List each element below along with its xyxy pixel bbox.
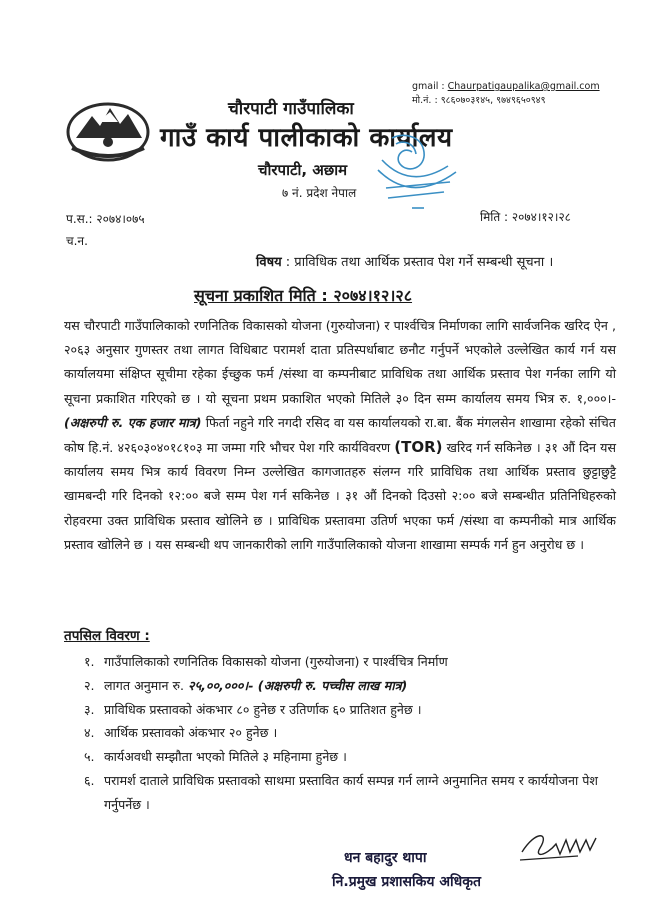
subject-label: विषय [256,255,282,270]
tor-label: (TOR) [394,438,443,457]
reference-block [66,208,145,252]
signature-scribble-icon [516,826,612,866]
letter-number: प.स.: २०७४।०७५ [66,212,145,226]
dispatch-number: च.न. [66,234,88,248]
body-part-2: फिर्ता नहुने गरि नगदी रसिद वा यस कार्यालयको रा.बा. बैंक मंगलसेन शाखामा रहेको संचित कोष हि.नं. ४२६०३०४०१८१०३ मा जम्मा गरि भौचर पेश गरि कार्यविवरण [64,414,616,456]
list-item-number: ३. [84,701,95,717]
phone-numbers: ९८६०७०३१४५, ९७४९६५०९४९ [440,95,546,106]
municipality-name: चौरपाटी गाउँपालिका [228,99,354,119]
list-item-text: परामर्श दाताले प्राविधिक प्रस्तावको साथमा प्रस्तावित कार्य सम्पन्न गर्न लाग्ने अनुमानित समय र कार्ययोजना पेश गर्नुपर्नेछ । [104,772,598,812]
list-item-text: गाउँपालिकाको रणनितिक विकासको योजना (गुरुयोजना) र पार्श्वचित्र निर्माण [104,654,448,669]
email-label: gmail : [412,81,448,92]
office-title: गाउँ कार्य पालीकाको कार्यालय [160,123,453,153]
list-item [84,650,614,674]
list-item [84,745,614,769]
details-list [84,650,614,817]
subject-line [256,252,553,270]
amount-in-words: (अक्षरुपी रु. एक हजार मात्र) [64,414,202,430]
list-item-text: आर्थिक प्रस्तावको अंकभार २० हुनेछ । [104,725,278,741]
signatory-title: नि.प्रमुख प्रशासकिय अधिकृत [332,874,481,890]
list-item-number: २. [84,677,95,693]
email-link[interactable]: Chaurpatigaupalika@gmail.com [447,81,600,92]
list-item [84,769,614,817]
body-part-3: खरिद गर्न सकिनेछ । ३१ औं दिन यस कार्यालय समय भित्र कार्य विवरण निम्न उल्लेखित कागजातहरु संलग्न गरि प्राविधिक तथा आर्थिक प्रस्ताव छुट्टाछुट्टै खामबन्दी गरि दिनको १२:०० बजे सम्म पेश गर्न सकिनेछ । ३१ औं दिनको दिउसो २:०० बजे सम्बन्धीत प्रतिनिधिहरुको रोहवरमा उक्त प्राविधिक प्रस्ताव खोलिने छ । प्राविधिक प्रस्तावमा उतिर्ण भएका फर्म /संस्था वा कम्पनीको मात्र आर्थिक प्रस्ताव खोलिने छ । यस सम्बन्धी थप जानकारीको लागि गाउँपालिकाको योजना शाखामा सम्पर्क गर्न हुन अनुरोध छ । [64,440,617,552]
details-heading: तपसिल विवरण : [64,628,150,644]
notice-body [64,314,616,557]
body-part-1: यस चौरपाटी गाउँपालिकाको रणनितिक विकासको योजना (गुरुयोजना) र पार्श्वचित्र निर्माणका लागि सार्वजनिक खरिद ऐन , २०६३ अनुसार गुणस्तर तथा लागत विधिबाट परामर्श दाता प्रतिस्पर्धाबाट छनौट गर्नुपर्ने भएकोले उल्लेखित कार्य गर्न यस कार्यालयमा संक्षिप्त सूचीमा रहेका ईच्छुक फर्म /संस्था वा कम्पनीबाट प्राविधिक तथा आर्थिक प्रस्ताव पेश गर्नका लागि यो सूचना प्रकाशित गरिएको छ । यो सूचना प्रथम प्रकाशित भएको मितिले ३० दिन सम्म कार्यालय समय भित्र रु. १,०००।- [64,318,616,406]
signatory-name: धन बहादुर थापा [344,850,427,866]
cost-estimate-amount: २५,००,०००।- (अक्षरुपी रु. पच्चीस लाख मात्र) [188,677,408,693]
list-item [84,721,614,745]
list-item [84,674,614,698]
list-item-number: ६. [84,772,95,788]
office-province: ७ नं. प्रदेश नेपाल [282,186,357,200]
phone-label: मो.नं. : [412,95,441,106]
list-item-number: ५. [84,749,95,765]
list-item-number: १. [84,654,95,669]
list-item-text: प्राविधिक प्रस्तावको अंकभार ८० हुनेछ र उतिर्णाक ६० प्रातिशत हुनेछ । [104,701,422,717]
letter-date: मिति : २०७४।१२।२८ [480,210,571,224]
contact-block [412,80,600,108]
list-item-number: ४. [84,725,95,741]
office-stamp-icon [352,130,468,226]
published-date: सूचना प्रकाशित मिति : २०७४।१२।२८ [194,286,413,305]
subject-text: : प्राविधिक तथा आर्थिक प्रस्ताव पेश गर्ने सम्बन्धी सूचना । [281,255,554,270]
list-item-text: कार्यअवधी सम्झौता भएको मितिले ३ महिनामा हुनेछ । [104,749,347,765]
nepal-emblem-icon [62,98,154,164]
office-location: चौरपाटी, अछाम [258,161,348,179]
list-item-text: लागत अनुमान रु. [104,677,189,693]
list-item [84,698,614,722]
